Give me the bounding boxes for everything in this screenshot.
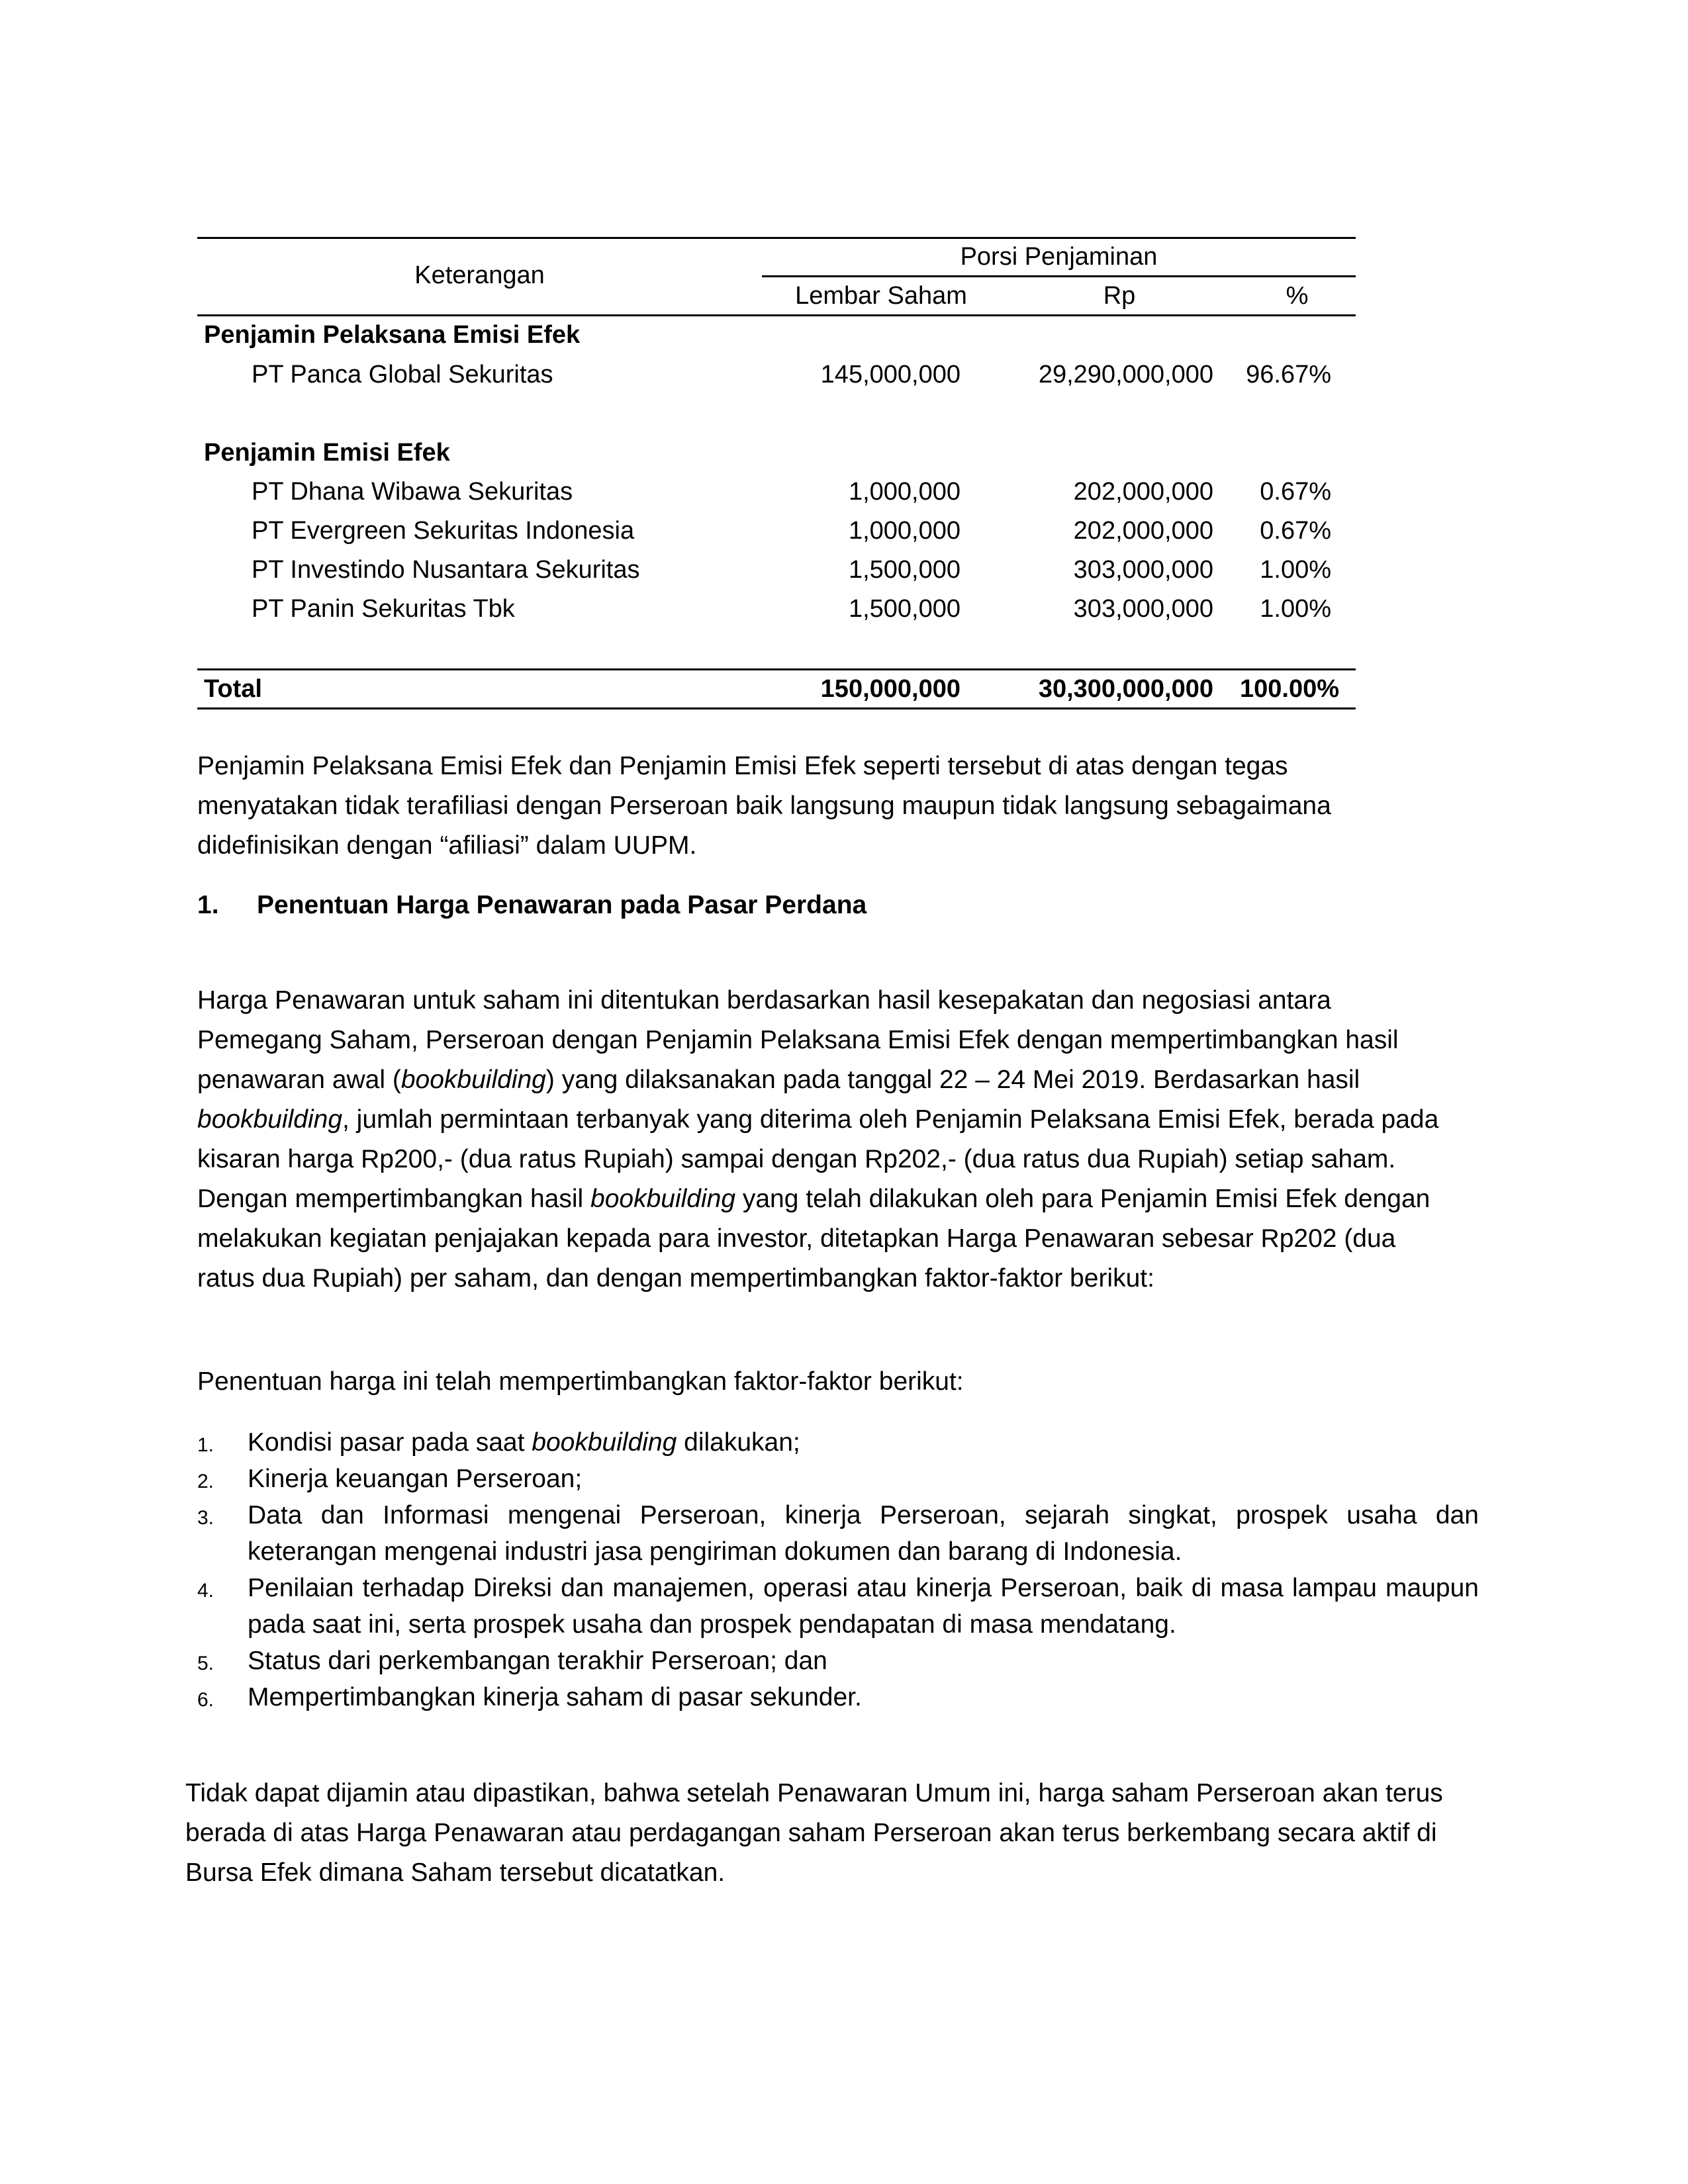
pricing-term-italic: bookbuilding bbox=[197, 1105, 343, 1134]
pricing-term-italic: bookbuilding bbox=[400, 1066, 546, 1094]
total-bottom-rule bbox=[197, 707, 1356, 709]
row-rp: 29,290,000,000 bbox=[1038, 361, 1213, 388]
list-number: 1. bbox=[197, 1434, 214, 1456]
row-rp: 202,000,000 bbox=[1073, 517, 1213, 545]
row-pct: 0.67% bbox=[1260, 478, 1331, 506]
row-name: PT Investindo Nusantara Sekuritas bbox=[252, 556, 640, 584]
factors-intro bbox=[197, 1362, 1442, 1402]
pricing-term-italic: bookbuilding bbox=[590, 1185, 736, 1213]
row-lembar: 1,500,000 bbox=[848, 556, 961, 584]
pricing-paragraph bbox=[197, 981, 1442, 1298]
group-title-pelaksana: Penjamin Pelaksana Emisi Efek bbox=[204, 321, 581, 349]
header-sub-rule bbox=[762, 275, 1356, 277]
list-item bbox=[197, 1424, 1479, 1461]
total-rp: 30,300,000,000 bbox=[1038, 675, 1213, 703]
list-item bbox=[197, 1679, 1479, 1715]
table-top-rule bbox=[197, 237, 1356, 239]
row-lembar: 1,500,000 bbox=[848, 595, 961, 623]
factors-intro-text: Penentuan harga ini telah mempertimbangkan faktor-faktor berikut: bbox=[197, 1367, 964, 1396]
list-item bbox=[197, 1461, 1479, 1497]
row-pct: 1.00% bbox=[1260, 595, 1331, 623]
total-lembar: 150,000,000 bbox=[820, 675, 961, 703]
pricing-text-part: , jumlah permintaan terbanyak yang diterima oleh Penjamin Pelaksana Emisi Efek, berada pada kisaran harga Rp200,- (dua ratus Rupiah) sampai dengan Rp202,- (dua ratus dua Rupiah) setiap saham. Dengan mempertimbangkan hasil bbox=[197, 1105, 1439, 1213]
row-name: PT Panin Sekuritas Tbk bbox=[252, 595, 515, 623]
row-lembar: 145,000,000 bbox=[820, 361, 961, 388]
list-text: Data dan Informasi mengenai Perseroan, kinerja Perseroan, sejarah singkat, prospek usaha dan keterangan mengenai industri jasa pengiriman dokumen dan barang di Indonesia. bbox=[248, 1501, 1479, 1566]
total-label: Total bbox=[204, 675, 262, 703]
total-pct: 100.00% bbox=[1239, 675, 1339, 703]
group-title-penjamin: Penjamin Emisi Efek bbox=[204, 439, 450, 467]
pricing-text bbox=[197, 981, 1442, 1298]
affiliation-text: Penjamin Pelaksana Emisi Efek dan Penjamin Emisi Efek seperti tersebut di atas dengan tegas menyatakan tidak terafiliasi dengan Perseroan baik langsung maupun tidak langsung sebagaimana didefinisikan dengan “afiliasi” dalam UUPM. bbox=[197, 752, 1331, 860]
row-pct: 0.67% bbox=[1260, 517, 1331, 545]
row-rp: 303,000,000 bbox=[1073, 595, 1213, 623]
list-number: 5. bbox=[197, 1653, 214, 1674]
section-heading bbox=[197, 886, 867, 925]
list-number: 2. bbox=[197, 1471, 214, 1492]
disclaimer-paragraph bbox=[185, 1774, 1470, 1893]
pricing-text-part: yang telah dilakukan oleh para Penjamin Emisi Efek dengan melakukan kegiatan penjajakan kepada para investor, ditetapkan Harga Penawaran sebesar Rp202 (dua ratus dua Rupiah) per saham, dan dengan mempertimbangkan faktor-faktor berikut: bbox=[197, 1185, 1430, 1293]
list-text: Kondisi pasar pada saat bbox=[248, 1428, 532, 1457]
row-pct: 1.00% bbox=[1260, 556, 1331, 584]
header-keterangan: Keterangan bbox=[414, 261, 545, 289]
list-item bbox=[197, 1497, 1479, 1570]
row-name: PT Dhana Wibawa Sekuritas bbox=[252, 478, 573, 506]
disclaimer-text: Tidak dapat dijamin atau dipastikan, bahwa setelah Penawaran Umum ini, harga saham Perseroan akan terus berada di atas Harga Penawaran atau perdagangan saham Perseroan akan terus berkembang secara aktif di Bursa Efek dimana Saham tersebut dicatatkan. bbox=[185, 1779, 1443, 1887]
list-number: 3. bbox=[197, 1507, 214, 1529]
header-percent: % bbox=[1286, 282, 1309, 310]
section-title: Penentuan Harga Penawaran pada Pasar Perdana bbox=[257, 891, 867, 919]
row-rp: 303,000,000 bbox=[1073, 556, 1213, 584]
row-lembar: 1,000,000 bbox=[848, 478, 961, 506]
list-text: Kinerja keuangan Perseroan; bbox=[248, 1465, 583, 1493]
pricing-text-part: ) yang dilaksanakan pada tanggal 22 – 24 Mei 2019. Berdasarkan hasil bbox=[545, 1066, 1360, 1094]
list-term-italic: bookbuilding bbox=[532, 1428, 677, 1457]
row-name: PT Evergreen Sekuritas Indonesia bbox=[252, 517, 635, 545]
list-text: Penilaian terhadap Direksi dan manajemen, operasi atau kinerja Perseroan, baik di masa lampau maupun pada saat ini, serta prospek usaha dan prospek pendapatan di masa mendatang. bbox=[248, 1574, 1479, 1639]
list-number: 4. bbox=[197, 1580, 214, 1602]
row-pct: 96.67% bbox=[1246, 361, 1331, 388]
list-text: Status dari perkembangan terakhir Perseroan; dan bbox=[248, 1647, 827, 1675]
list-item bbox=[197, 1643, 1479, 1679]
list-text: Mempertimbangkan kinerja saham di pasar sekunder. bbox=[248, 1683, 862, 1711]
row-name: PT Panca Global Sekuritas bbox=[252, 361, 553, 388]
section-number: 1. bbox=[197, 891, 219, 919]
factors-list bbox=[197, 1424, 1479, 1715]
header-rp: Rp bbox=[1103, 282, 1136, 310]
header-porsi-penjaminan: Porsi Penjaminan bbox=[960, 243, 1158, 271]
list-number: 6. bbox=[197, 1689, 214, 1711]
affiliation-paragraph bbox=[197, 747, 1415, 866]
row-lembar: 1,000,000 bbox=[848, 517, 961, 545]
header-bottom-rule bbox=[197, 314, 1356, 316]
list-item bbox=[197, 1570, 1479, 1643]
header-lembar-saham: Lembar Saham bbox=[795, 282, 967, 310]
row-rp: 202,000,000 bbox=[1073, 478, 1213, 506]
total-top-rule bbox=[197, 668, 1356, 670]
pricing-text-part: Harga Penawaran untuk saham ini ditentukan berdasarkan hasil kesepakatan dan negosiasi antara Pemegang Saham, Perseroan dengan Penjamin Pelaksana Emisi Efek dengan mempertimbangkan hasil penawaran awal ( bbox=[197, 986, 1399, 1094]
list-text: dilakukan; bbox=[677, 1428, 800, 1457]
